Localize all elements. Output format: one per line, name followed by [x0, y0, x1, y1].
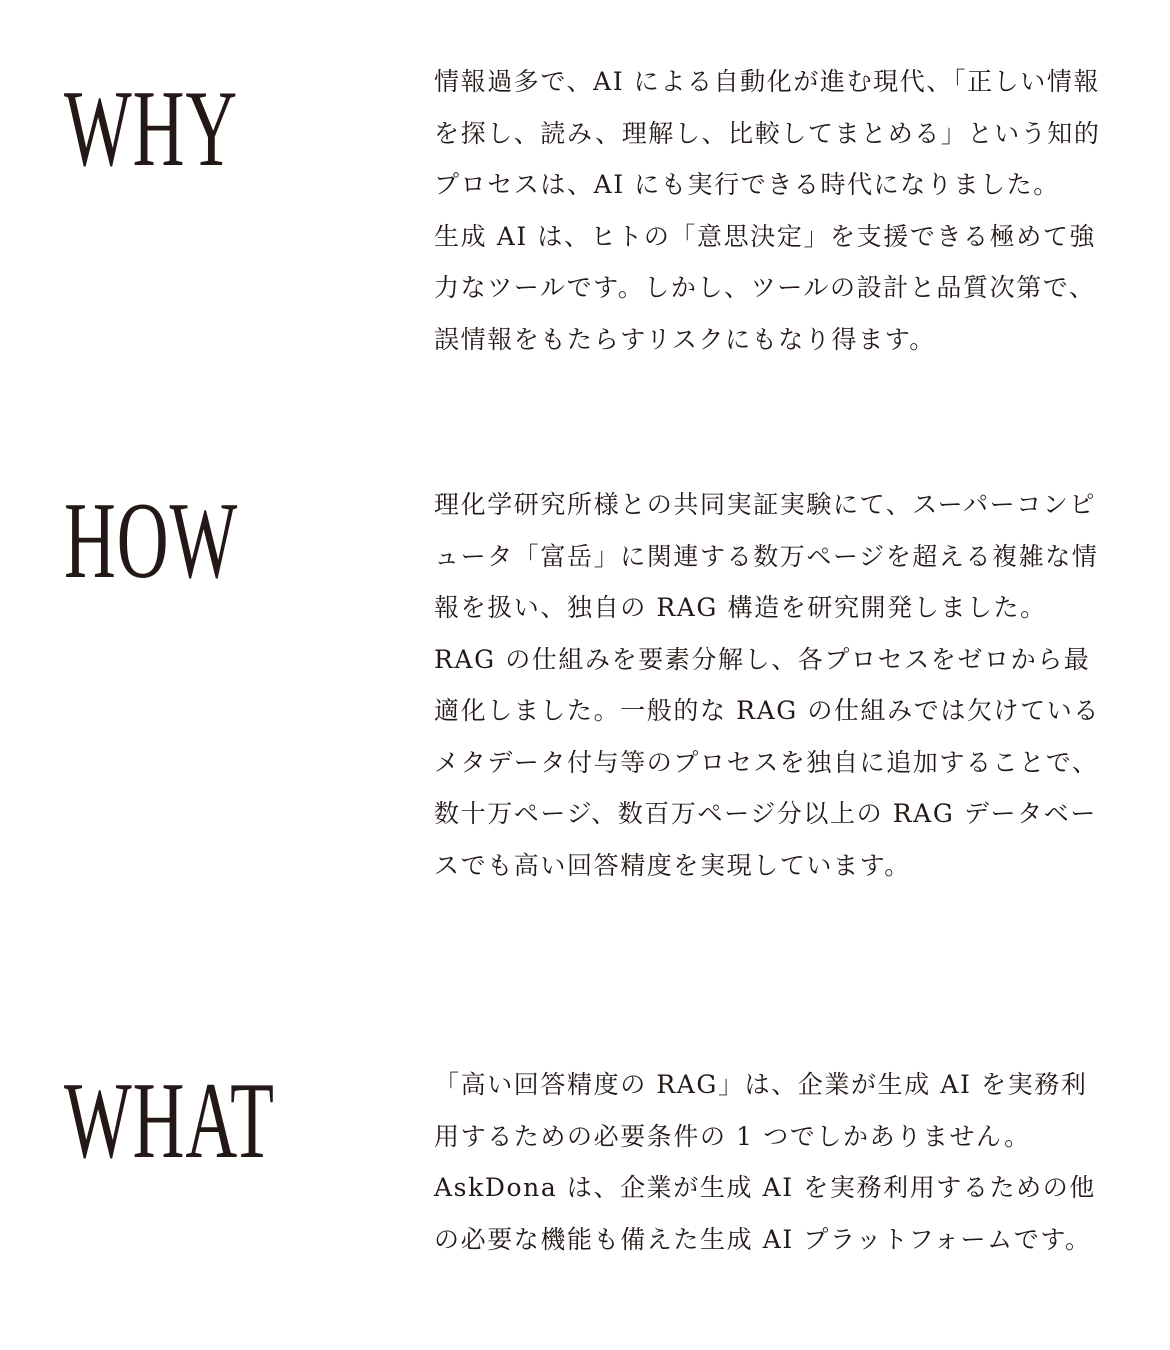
what-body — [434, 1059, 1114, 1265]
what-heading: WHAT — [64, 1059, 275, 1181]
why-paragraph-2: 生成 AI は、ヒトの「意思決定」を支援できる極めて強力なツールです。しかし、ツールの設計と品質次第で、誤情報をもたらすリスクにもなり得ます。 — [434, 221, 1097, 354]
what-section — [0, 1000, 1170, 1350]
how-section — [0, 440, 1170, 1000]
why-body — [434, 56, 1114, 365]
how-paragraph-2: RAG の仕組みを要素分解し、各プロセスをゼロから最適化しました。一般的な RAG の仕組みでは欠けているメタデータ付与等のプロセスを独自に追加することで、数十万ページ、数百万ページ分以上の RAG データベースでも高い回答精度を実現しています。 — [434, 644, 1100, 880]
what-paragraph-2: AskDona は、企業が生成 AI を実務利用するための他の必要な機能も備えた生成 AI プラットフォームです。 — [434, 1173, 1096, 1254]
why-section — [0, 0, 1170, 440]
what-paragraph-1: 「高い回答精度の RAG」は、企業が生成 AI を実務利用するための必要条件の 1 つでしかありません。 — [434, 1070, 1088, 1151]
why-paragraph-1: 情報過多で、AI による自動化が進む現代、「正しい情報を探し、読み、理解し、比較してまとめる」という知的プロセスは、AI にも実行できる時代になりました。 — [434, 67, 1101, 199]
why-heading: WHY — [64, 67, 239, 189]
how-heading: HOW — [64, 479, 239, 601]
how-paragraph-1: 理化学研究所様との共同実証実験にて、スーパーコンピュータ「富岳」に関連する数万ページを超える複雑な情報を扱い、独自の RAG 構造を研究開発しました。 — [434, 490, 1099, 622]
how-body — [434, 479, 1114, 891]
